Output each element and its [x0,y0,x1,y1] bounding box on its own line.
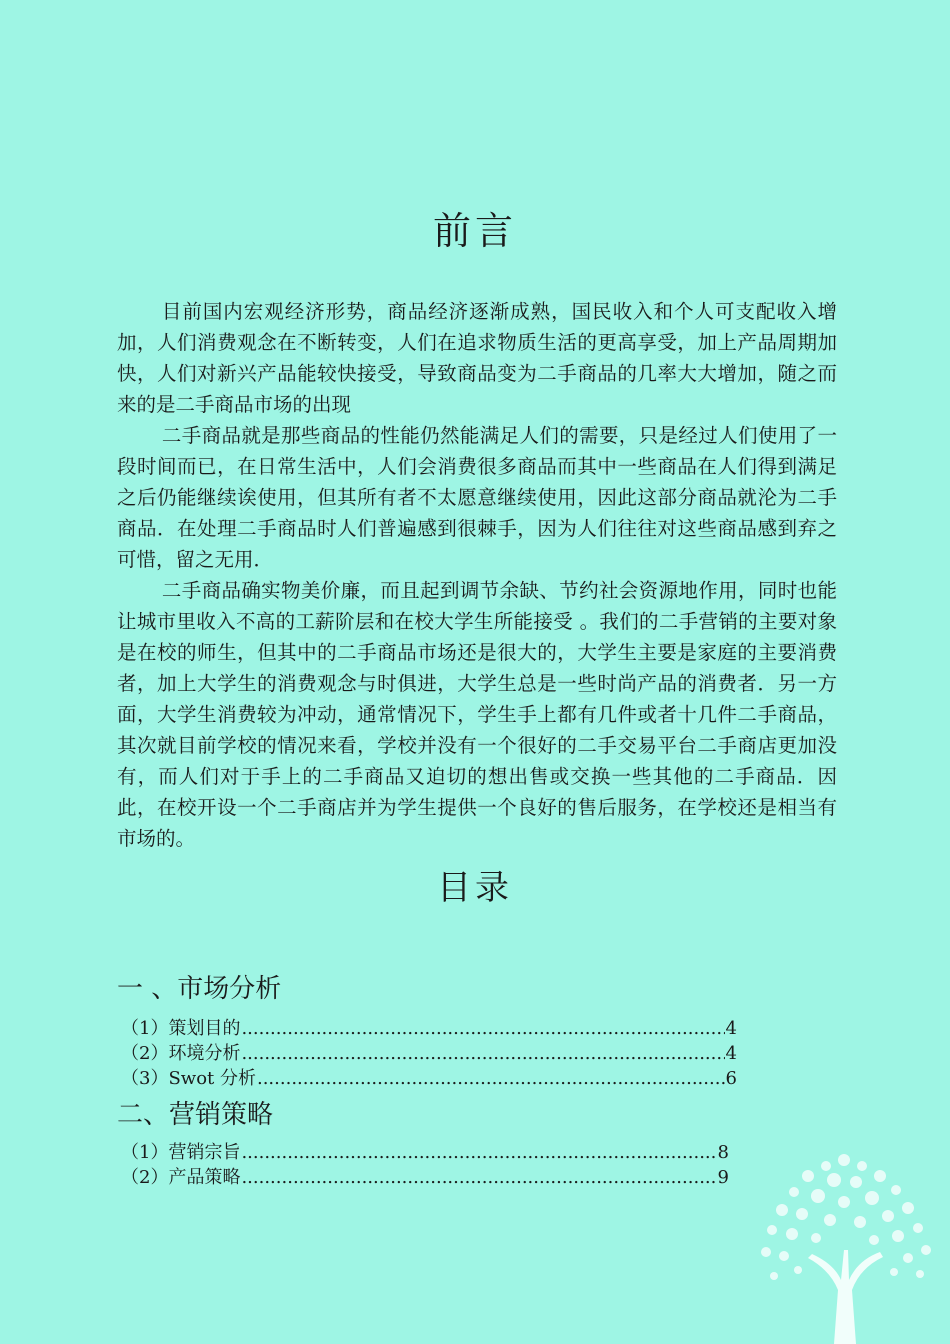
toc-section-1 [117,972,737,1091]
toc-entry-label: （2）环境分析 [121,1043,241,1064]
toc-leader-dots [241,1041,724,1066]
toc-leader-dots [257,1066,725,1091]
toc-entry-label: （3）Swot 分析 [121,1068,256,1089]
preface-paragraph-2: 二手商品就是那些商品的性能仍然能满足人们的需要，只是经过人们使用了一段时间而已，在日常生活中，人们会消费很多商品而其中一些商品在人们得到满足之后仍能继续诶使用，但其所有者不太愿意继续使用，因此这部分商品就沦为二手商品．在处理二手商品时人们普遍感到很棘手，因为人们往往对这些商品感到弃之可惜，留之无用． [117,424,837,571]
toc-entry-page: 6 [725,1068,737,1089]
toc-section-heading: 二、营销策略 [117,1100,274,1130]
toc-entry-page: 4 [725,1018,737,1039]
toc-entry-label: （2）产品策略 [121,1167,241,1188]
toc-leader-dots [241,1016,724,1041]
toc-entry[interactable] [121,1016,737,1041]
toc-entry-page: 9 [717,1167,729,1188]
toc-entry[interactable] [121,1041,737,1066]
toc-section-2 [117,1098,729,1190]
toc-leader-dots [241,1140,716,1165]
toc-section-heading: 一 、市场分析 [117,974,282,1004]
toc-entry[interactable] [121,1066,737,1091]
toc-leader-dots [241,1165,716,1190]
toc-entry-label: （1）策划目的 [121,1018,241,1039]
toc-entry[interactable] [121,1165,729,1190]
preface-title: 前言 [432,209,517,253]
toc-entry-label: （1）营销宗旨 [121,1142,241,1163]
preface-paragraph-3: 二手商品确实物美价廉，而且起到调节余缺、节约社会资源地作用，同时也能让城市里收入不高的工薪阶层和在校大学生所能接受 。我们的二手营销的主要对象是在校的师生，但其中的二手商品市场还是很大的，大学生主要是家庭的主要消费者，加上大学生的消费观念与时俱进，大学生总是一些时尚产品的消费者．另一方面，大学生消费较为冲动，通常情况下，学生手上都有几件或者十几件二手商品，其次就目前学校的情况来看，学校并没有一个很好的二手交易平台二手商店更加没有，而人们对于手上的二手商品又迫切的想出售或交换一些其他的二手商品．因此，在校开设一个二手商店并为学生提供一个良好的售后服务，在学校还是相当有市场的。 [117,579,837,850]
preface-paragraph-1: 目前国内宏观经济形势，商品经济逐渐成熟，国民收入和个人可支配收入增加，人们消费观念在不断转变，人们在追求物质生活的更高享受，加上产品周期加快，人们对新兴产品能较快接受，导致商品变为二手商品的几率大大增加，随之而来的是二手商品市场的出现 [117,300,837,416]
preface-body [117,296,837,854]
toc-title: 目录 [437,868,513,908]
tree-icon [738,1140,950,1344]
toc-entry-page: 8 [717,1142,729,1163]
toc-entry[interactable] [121,1140,729,1165]
toc-entry-page: 4 [725,1043,737,1064]
